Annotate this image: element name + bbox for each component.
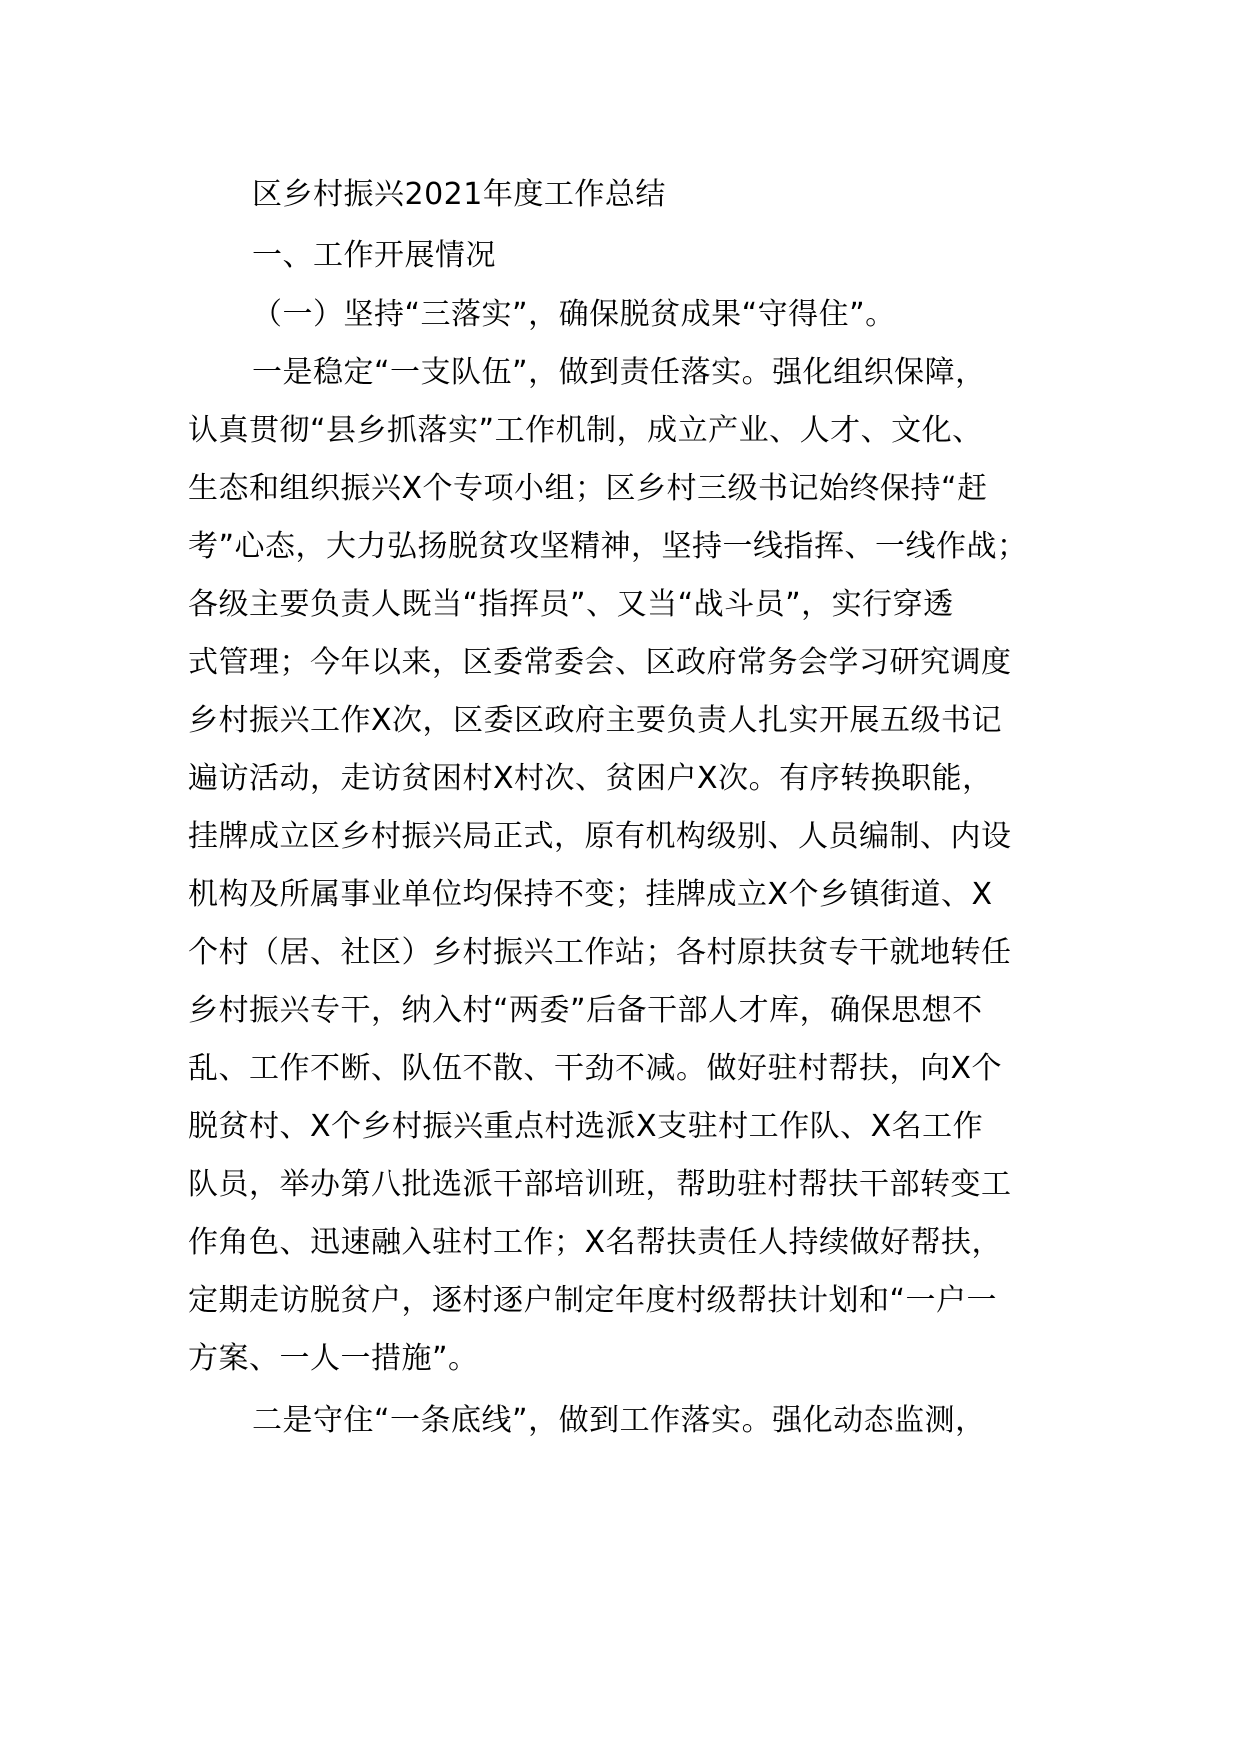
paragraph-line: 机构及所属事业单位均保持不变；挂牌成立X个乡镇街道、X	[188, 877, 993, 912]
paragraph-line: 一是稳定“一支队伍”，做到责任落实。强化组织保障，	[252, 355, 986, 390]
paragraph-line: 乡村振兴工作X次，区委区政府主要负责人扎实开展五级书记	[188, 703, 1003, 738]
paragraph-line: 定期走访脱贫户，逐村逐户制定年度村级帮扶计划和“一户一	[188, 1283, 998, 1318]
paragraph-line: 作角色、迅速融入驻村工作；X名帮扶责任人持续做好帮扶，	[188, 1225, 1003, 1260]
paragraph-line: 个村（居、社区）乡村振兴工作站；各村原扶贫专干就地转任	[188, 935, 1012, 970]
paragraph-line: 生态和组织振兴X个专项小组；区乡村三级书记始终保持“赶	[188, 471, 988, 506]
section-heading: 一、工作开展情况	[252, 238, 496, 273]
paragraph-line: 各级主要负责人既当“指挥员”、又当“战斗员”，实行穿透	[188, 587, 954, 622]
paragraph-line: 考”心态，大力弘扬脱贫攻坚精神，坚持一线指挥、一线作战；	[188, 529, 1028, 564]
paragraph-line: 式管理；今年以来，区委常委会、区政府常务会学习研究调度	[188, 645, 1012, 680]
paragraph-line: 方案、一人一措施”。	[188, 1341, 479, 1376]
paragraph-line: 挂牌成立区乡村振兴局正式，原有机构级别、人员编制、内设	[188, 819, 1012, 854]
paragraph-line: 乡村振兴专干，纳入村“两委”后备干部人才库，确保思想不	[188, 993, 983, 1028]
document-title: 区乡村振兴2021年度工作总结	[252, 177, 666, 212]
paragraph-line: 认真贯彻“县乡抓落实”工作机制，成立产业、人才、文化、	[188, 413, 983, 448]
paragraph-line: 脱贫村、X个乡村振兴重点村选派X支驻村工作队、X名工作	[188, 1109, 984, 1144]
paragraph-line: 队员，举办第八批选派干部培训班，帮助驻村帮扶干部转变工	[188, 1167, 1012, 1202]
paragraph-line: 二是守住“一条底线”，做到工作落实。强化动态监测，	[252, 1403, 986, 1438]
paragraph-line: 乱、工作不断、队伍不散、干劲不减。做好驻村帮扶，向X个	[188, 1051, 1003, 1086]
paragraph-line: 遍访活动，走访贫困村X村次、贫困户X次。有序转换职能，	[188, 761, 993, 796]
subsection-heading: （一）坚持“三落实”，确保脱贫成果“守得住”。	[252, 297, 896, 332]
